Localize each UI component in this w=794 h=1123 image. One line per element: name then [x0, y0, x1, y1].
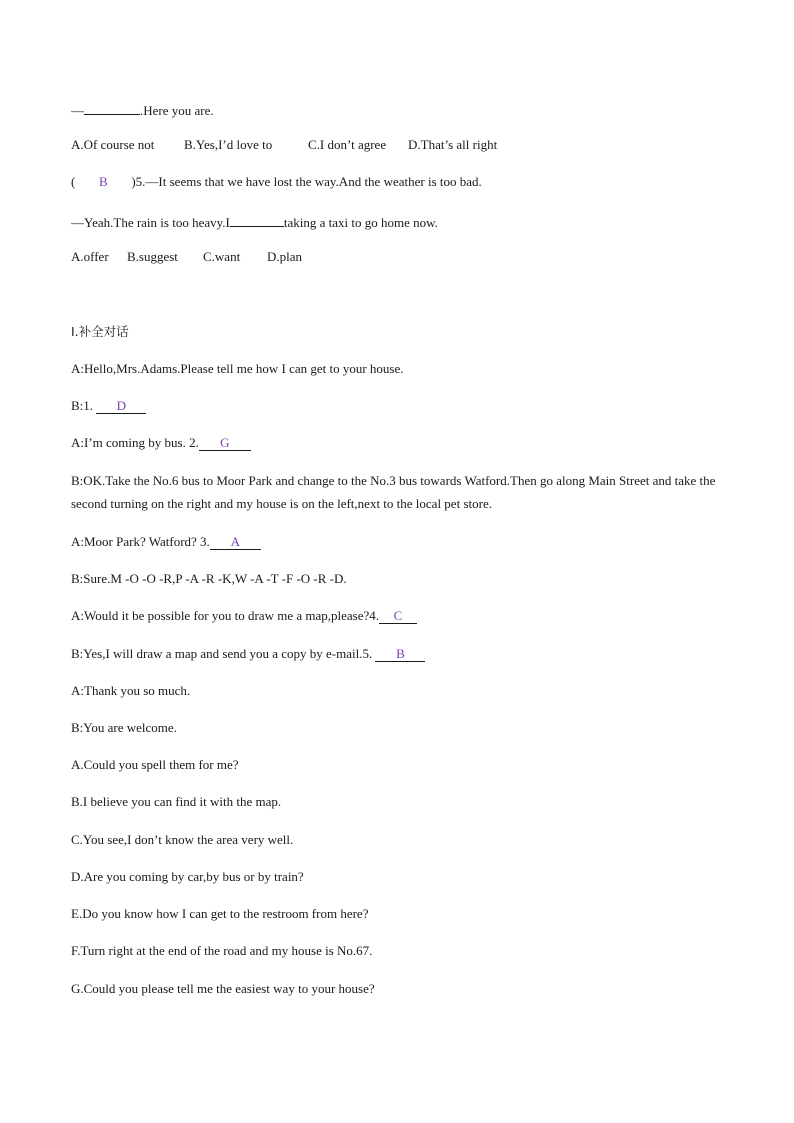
dialogue-line-9: A:Thank you so much. — [71, 683, 191, 698]
q5-options — [71, 249, 302, 265]
dialogue-line-7 — [71, 608, 417, 624]
choice-g: G.Could you please tell me the easiest way to your house? — [71, 981, 375, 996]
dialogue-line-1: A:Hello,Mrs.Adams.Please tell me how I can get to your house. — [71, 361, 404, 376]
q5-sentence-before: —Yeah.The rain is too heavy.I — [71, 215, 230, 230]
choice-b: B.I believe you can find it with the map. — [71, 794, 282, 809]
dialogue-line-6: B:Sure.M -O -O -R,P -A -R -K,W -A -T -F -O -R -D. — [71, 571, 347, 586]
q4-answer-line — [71, 100, 214, 119]
q4-options — [71, 137, 497, 153]
q4-option-b[interactable]: B.Yes,I’d love to — [184, 137, 273, 152]
q5-sentence-after: taking a taxi to go home now. — [283, 215, 438, 230]
q5-question-text: )5.—It seems that we have lost the way.And the weather is too bad. — [131, 174, 482, 189]
blank-2-answer[interactable]: G — [199, 436, 251, 451]
q5-blank[interactable] — [230, 212, 284, 227]
dialogue-line-7-text: A:Would it be possible for you to draw me a map,please?4. — [71, 608, 379, 623]
dialogue-line-8 — [71, 646, 425, 662]
dialogue-line-2-text: B:1. — [71, 398, 97, 413]
blank-1-answer[interactable]: D — [96, 399, 146, 414]
q5-question-line — [71, 174, 482, 190]
dialogue-line-4: B:OK.Take the No.6 bus to Moor Park and change to the No.3 bus towards Watford.Then go along Main Street and take the second turning on the right and my house is on the left,next to the local pet store. — [71, 473, 716, 511]
q4-option-d[interactable]: D.That’s all right — [408, 137, 498, 152]
q5-sentence-line — [71, 212, 438, 231]
section-title: Ⅰ.补全对话 — [71, 324, 129, 339]
choice-d: D.Are you coming by car,by bus or by train? — [71, 869, 304, 884]
q4-dash: — — [71, 103, 84, 118]
q5-option-c[interactable]: C.want — [203, 249, 241, 264]
q5-paren-open: ( — [71, 174, 76, 189]
blank-5-answer[interactable]: B — [375, 647, 425, 662]
dialogue-line-8-text: B:Yes,I will draw a map and send you a copy by e-mail.5. — [71, 646, 376, 661]
blank-3-answer[interactable]: A — [210, 535, 261, 550]
choice-f: F.Turn right at the end of the road and my house is No.67. — [71, 943, 373, 958]
blank-4-answer[interactable]: C — [379, 609, 417, 624]
dialogue-line-2 — [71, 398, 146, 414]
dialogue-line-5 — [71, 534, 261, 550]
q4-tail: .Here you are. — [140, 103, 214, 118]
choice-e: E.Do you know how I can get to the restroom from here? — [71, 906, 369, 921]
dialogue-line-10: B:You are welcome. — [71, 720, 177, 735]
q5-option-b[interactable]: B.suggest — [127, 249, 178, 264]
q5-option-a[interactable]: A.offer — [71, 249, 109, 264]
q4-blank[interactable] — [84, 100, 140, 115]
choice-a: A.Could you spell them for me? — [71, 757, 239, 772]
dialogue-line-3 — [71, 435, 251, 451]
choice-c: C.You see,I don’t know the area very well. — [71, 832, 294, 847]
q4-option-a[interactable]: A.Of course not — [71, 137, 155, 152]
q5-answer: B — [99, 174, 108, 189]
dialogue-line-3-text: A:I’m coming by bus. 2. — [71, 435, 199, 450]
dialogue-line-5-text: A:Moor Park? Watford? 3. — [71, 534, 210, 549]
q5-option-d[interactable]: D.plan — [267, 249, 303, 264]
q4-option-c[interactable]: C.I don’t agree — [308, 137, 387, 152]
